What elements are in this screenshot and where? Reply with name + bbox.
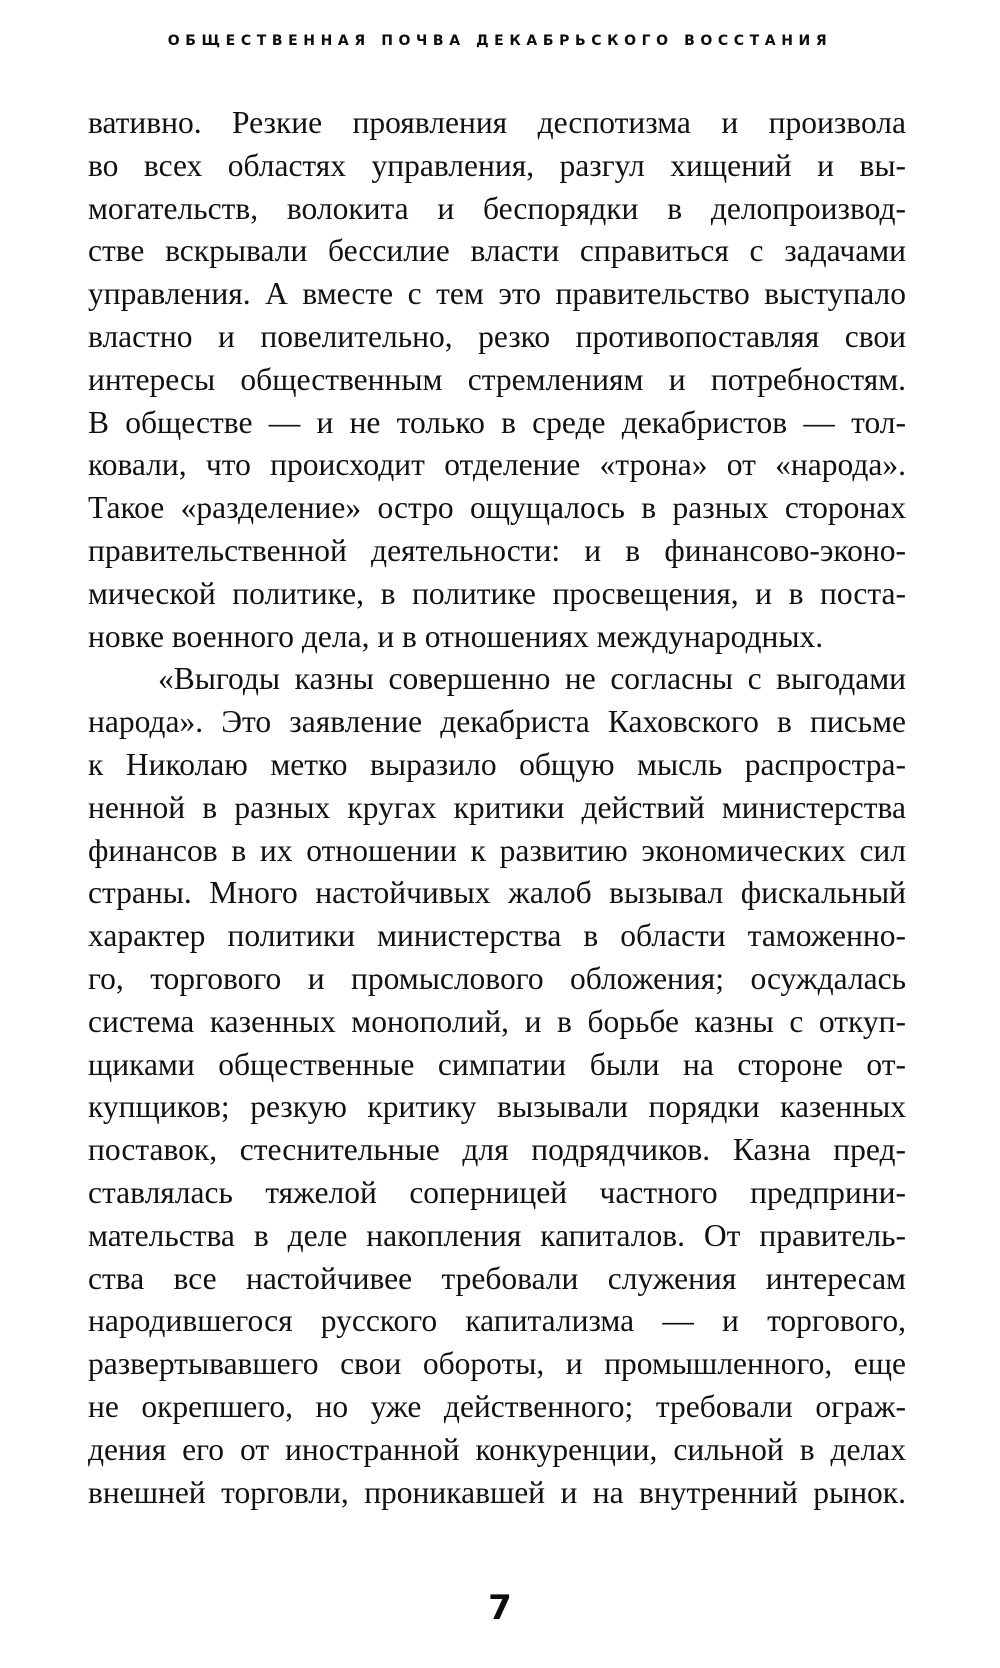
text-line: новке военного дела, и в отношениях международных. xyxy=(88,618,824,654)
text-line: финансов в их отношении к развитию экономических сил xyxy=(88,832,906,868)
text-line: ставлялась тяжелой соперницей частного предприни- xyxy=(88,1174,906,1210)
text-line: управления. А вместе с тем это правительство выступало xyxy=(88,276,906,312)
text-line: ненной в разных кругах критики действий министерства xyxy=(88,789,906,825)
text-line: не окрепшего, но уже действенного; требовали ограж- xyxy=(88,1388,906,1424)
page-number: 7 xyxy=(488,1588,512,1628)
text-line: щиками общественные симпатии были на стороне от- xyxy=(88,1046,906,1082)
body-text xyxy=(88,102,906,1514)
text-line: ковали, что происходит отделение «трона» от «народа». xyxy=(88,447,906,483)
text-line: ства все настойчивее требовали служения интересам xyxy=(88,1260,906,1296)
paragraph-2 xyxy=(88,658,906,1514)
text-line: поставок, стеснительные для подрядчиков. Казна пред- xyxy=(88,1132,906,1168)
text-line: могательств, волокита и беспорядки в делопроизвод- xyxy=(88,190,906,226)
text-line: правительственной деятельности: и в финансово-эконо- xyxy=(88,532,906,568)
text-line: дения его от иностранной конкуренции, сильной в делах xyxy=(88,1431,906,1467)
text-line: мической политике, в политике просвещения, и в поста- xyxy=(88,575,906,611)
text-line: к Николаю метко выразило общую мысль распростра- xyxy=(88,746,906,782)
paragraph-1 xyxy=(88,102,906,658)
text-line: народившегося русского капитализма — и торгового, xyxy=(88,1303,906,1339)
running-head: ОБЩЕСТВЕННАЯ ПОЧВА ДЕКАБРЬСКОГО ВОССТАНИЯ xyxy=(167,33,833,49)
text-line: мательства в деле накопления капиталов. От правитель- xyxy=(88,1217,906,1253)
text-line: народа». Это заявление декабриста Каховского в письме xyxy=(88,704,906,740)
text-line: во всех областях управления, разгул хищений и вы- xyxy=(88,147,906,183)
text-line: внешней торговли, проникавшей и на внутренний рынок. xyxy=(88,1474,906,1510)
text-line: купщиков; резкую критику вызывали порядки казенных xyxy=(88,1089,906,1125)
text-line: развертывавшего свои обороты, и промышленного, еще xyxy=(88,1346,906,1382)
text-line: интересы общественным стремлениям и потребностям. xyxy=(88,361,906,397)
text-line: характер политики министерства в области таможенно- xyxy=(88,918,906,954)
text-line: вативно. Резкие проявления деспотизма и произвола xyxy=(88,105,906,140)
text-line: Такое «разделение» остро ощущалось в разных сторонах xyxy=(88,490,906,526)
text-line: властно и повелительно, резко противопоставляя свои xyxy=(88,318,906,354)
text-line: стве вскрывали бессилие власти справиться с задачами xyxy=(88,233,906,269)
text-line: го, торгового и промыслового обложения; осуждалась xyxy=(88,960,906,996)
text-line: страны. Много настойчивых жалоб вызывал фискальный xyxy=(88,875,906,911)
text-line: «Выгоды казны совершенно не согласны с выгодами xyxy=(158,661,906,697)
text-line: система казенных монополий, и в борьбе казны с откуп- xyxy=(88,1003,906,1039)
text-line: В обществе — и не только в среде декабристов — тол- xyxy=(88,404,906,440)
